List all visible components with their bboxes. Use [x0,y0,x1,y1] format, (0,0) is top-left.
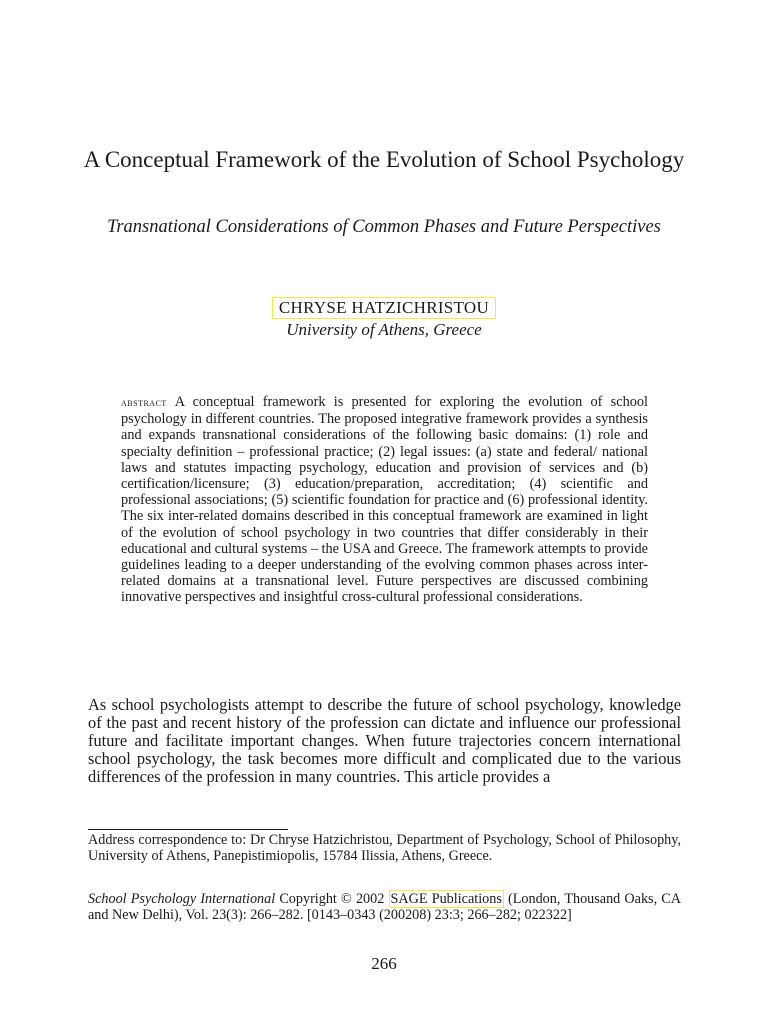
body-paragraph: As school psychologists attempt to describe the future of school psychology, knowledge of the past and recent history of the profession can dictate and influence our professional future and facilitate important changes. When future trajectories concern international school psychology, the task becomes more difficult and complicated due to the various differences of the profession in many countries. This article provides a [88,695,681,786]
article-title: A Conceptual Framework of the Evolution of School Psychology [83,147,685,172]
page-number: 266 [371,954,397,973]
author-affiliation: University of Athens, Greece [286,320,482,339]
abstract-text: A conceptual framework is presented for exploring the evolution of school psychology in different countries. The proposed integrative framework provides a synthesis and expands transnational considerations of the following basic domains: (1) role and specialty definition – professional practice; (2) legal issues: (a) state and federal/ national laws and statutes impacting psychology, education and provision of services and (b) certification/licensure; (3) education/preparation, accreditation; (4) scientific and professional associations; (5) scientific foundation for practice and (6) professional identity. The six inter-related domains described in this conceptual framework are examined in light of the evolution of school psychology in two countries that differ considerably in their educational and cultural systems – the USA and Greece. The framework attempts to provide guidelines leading to a deeper understanding of the evolving common phases across inter-related domains at a transnational level. Future perspectives are discussed combining innovative perspectives and insightful cross-cultural professional considerations. [121,394,648,606]
correspondence-footnote: Address correspondence to: Dr Chryse Hatzichristou, Department of Psychology, School of Philosophy, University of Athens, Panepistimiopolis, 15784 Ilissia, Athens, Greece. [88,832,681,865]
publisher-name: SAGE Publications [390,891,502,907]
article-subtitle: Transnational Considerations of Common Phases and Future Perspectives [107,217,661,237]
copyright-text: Copyright © 2002 [275,891,389,907]
author-block [0,297,768,319]
abstract-label: abstract [121,397,167,409]
author-name: CHRYSE HATZICHRISTOU [272,297,496,319]
copyright-notice [88,891,681,924]
abstract [121,394,648,606]
journal-name: School Psychology International [88,891,276,907]
footnote-divider [88,829,288,830]
publication-details: (London, Thousand Oaks, CA and New Delhi), Vol. 23(3): 266–282. [0143–0343 (200208) 23:3; 266–282; 022322] [88,891,681,924]
